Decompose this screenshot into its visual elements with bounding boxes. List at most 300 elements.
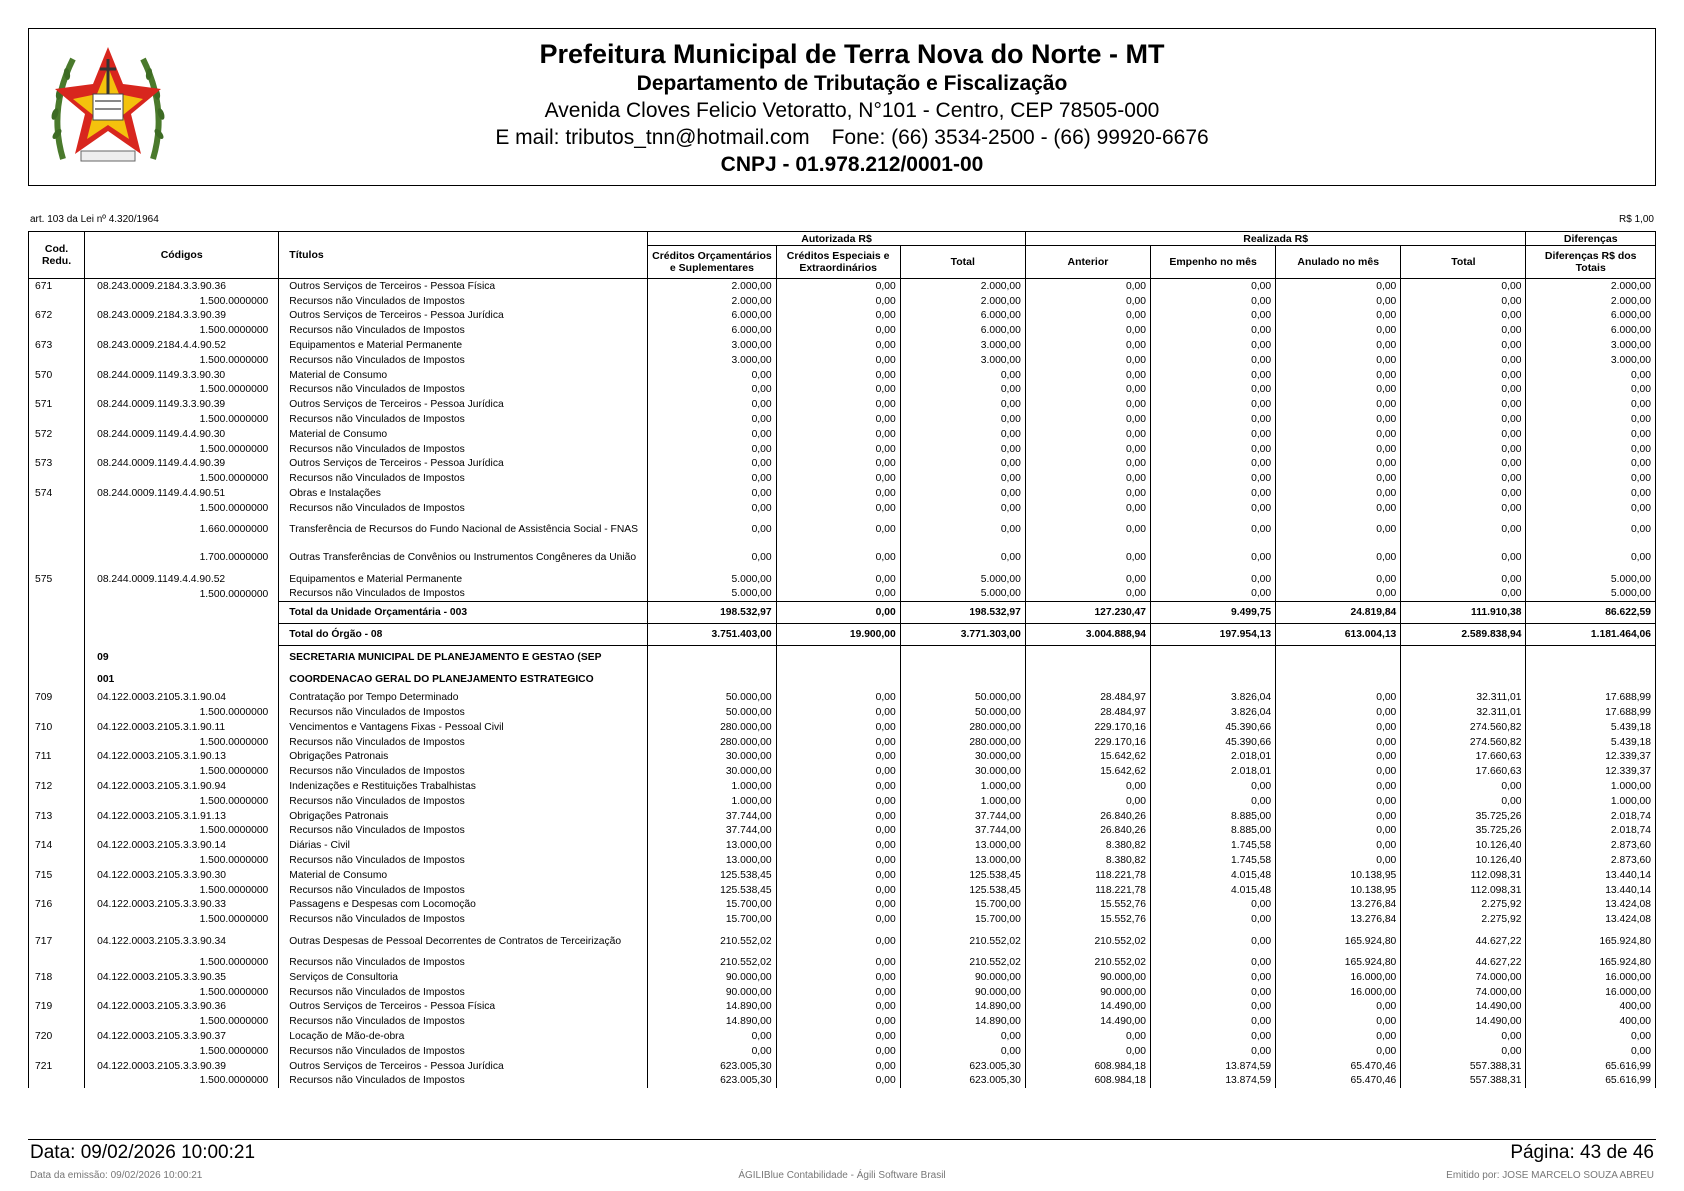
budget-credits-cell: 3.000,00	[648, 353, 776, 368]
cancelled-month-cell: 0,00	[1276, 383, 1401, 398]
difference-cell: 0,00	[1526, 457, 1656, 472]
title-cell: Recursos não Vinculados de Impostos	[279, 323, 648, 338]
realized-total-cell: 0,00	[1401, 516, 1526, 544]
committed-month-cell: 0,00	[1151, 955, 1276, 970]
title-cell: Contratação por Tempo Determinado	[279, 690, 648, 705]
previous-cell: 229.170,16	[1025, 735, 1150, 750]
title-cell: Recursos não Vinculados de Impostos	[279, 383, 648, 398]
cod-cell: 720	[29, 1029, 85, 1044]
previous-cell: 0,00	[1025, 544, 1150, 572]
realized-total-cell: 14.490,00	[1401, 999, 1526, 1014]
realized-total-cell: 32.311,01	[1401, 705, 1526, 720]
cod-cell: 672	[29, 309, 85, 324]
table-row	[29, 1073, 1656, 1088]
code-cell: 1.660.0000000	[85, 516, 279, 544]
title-cell: Outros Serviços de Terceiros - Pessoa Física	[279, 279, 648, 294]
previous-cell: 0,00	[1025, 368, 1150, 383]
table-row	[29, 985, 1656, 1000]
code-cell: 04.122.0003.2105.3.3.90.30	[85, 868, 279, 883]
realized-total-cell: 0,00	[1401, 572, 1526, 587]
difference-cell: 0,00	[1526, 1044, 1656, 1059]
cancelled-month-cell: 0,00	[1276, 705, 1401, 720]
authorized-total-cell: 0,00	[900, 397, 1025, 412]
authorized-total-cell	[900, 646, 1025, 669]
authorized-total-cell: 2.000,00	[900, 294, 1025, 309]
budget-credits-cell: 0,00	[648, 368, 776, 383]
special-credits-cell: 0,00	[776, 427, 900, 442]
code-cell: 04.122.0003.2105.3.3.90.35	[85, 970, 279, 985]
previous-cell: 0,00	[1025, 294, 1150, 309]
special-credits-cell: 0,00	[776, 985, 900, 1000]
municipality-title: Prefeitura Municipal de Terra Nova do Norte - MT	[539, 39, 1165, 69]
code-cell: 1.500.0000000	[85, 883, 279, 898]
title-cell: Total da Unidade Orçamentária - 003	[279, 602, 648, 624]
col-budget-credits: Créditos Orçamentários e Suplementares	[648, 246, 776, 279]
authorized-total-cell: 37.744,00	[900, 809, 1025, 824]
previous-cell: 8.380,82	[1025, 838, 1150, 853]
col-cancelled-month: Anulado no mês	[1276, 246, 1401, 279]
budget-credits-cell: 30.000,00	[648, 750, 776, 765]
special-credits-cell: 0,00	[776, 397, 900, 412]
authorized-total-cell: 125.538,45	[900, 883, 1025, 898]
difference-cell: 17.688,99	[1526, 690, 1656, 705]
cod-cell	[29, 1073, 85, 1088]
title-cell: Outros Serviços de Terceiros - Pessoa Física	[279, 999, 648, 1014]
title-cell: Recursos não Vinculados de Impostos	[279, 1044, 648, 1059]
committed-month-cell: 0,00	[1151, 383, 1276, 398]
authorized-total-cell: 198.532,97	[900, 602, 1025, 624]
committed-month-cell: 0,00	[1151, 912, 1276, 927]
committed-month-cell: 0,00	[1151, 572, 1276, 587]
difference-cell: 5.439,18	[1526, 720, 1656, 735]
authorized-total-cell: 0,00	[900, 457, 1025, 472]
realized-total-cell: 17.660,63	[1401, 764, 1526, 779]
title-cell: Recursos não Vinculados de Impostos	[279, 985, 648, 1000]
realized-total-cell: 0,00	[1401, 323, 1526, 338]
title-cell: Recursos não Vinculados de Impostos	[279, 412, 648, 427]
cancelled-month-cell: 0,00	[1276, 779, 1401, 794]
difference-cell: 2.018,74	[1526, 809, 1656, 824]
difference-cell: 2.000,00	[1526, 279, 1656, 294]
authorized-total-cell: 37.744,00	[900, 824, 1025, 839]
committed-month-cell: 0,00	[1151, 397, 1276, 412]
authorized-total-cell: 5.000,00	[900, 572, 1025, 587]
committed-month-cell: 0,00	[1151, 999, 1276, 1014]
special-credits-cell: 0,00	[776, 735, 900, 750]
realized-total-cell: 0,00	[1401, 779, 1526, 794]
code-cell	[85, 624, 279, 646]
committed-month-cell: 8.885,00	[1151, 809, 1276, 824]
table-row	[29, 397, 1656, 412]
cancelled-month-cell: 0,00	[1276, 735, 1401, 750]
budget-credits-cell: 125.538,45	[648, 868, 776, 883]
difference-cell: 0,00	[1526, 486, 1656, 501]
committed-month-cell: 0,00	[1151, 1044, 1276, 1059]
title-cell: Outros Serviços de Terceiros - Pessoa Jurídica	[279, 309, 648, 324]
title-cell: Recursos não Vinculados de Impostos	[279, 883, 648, 898]
committed-month-cell: 3.826,04	[1151, 690, 1276, 705]
committed-month-cell: 0,00	[1151, 279, 1276, 294]
authorized-total-cell: 13.000,00	[900, 838, 1025, 853]
code-cell: 08.244.0009.1149.4.4.90.39	[85, 457, 279, 472]
budget-credits-cell: 0,00	[648, 412, 776, 427]
difference-cell: 1.181.464,06	[1526, 624, 1656, 646]
report-date: Data: 09/02/2026 10:00:21	[30, 1142, 256, 1163]
table-row	[29, 1014, 1656, 1029]
cancelled-month-cell: 165.924,80	[1276, 955, 1401, 970]
realized-total-cell: 0,00	[1401, 471, 1526, 486]
budget-credits-cell: 3.000,00	[648, 338, 776, 353]
difference-cell: 400,00	[1526, 999, 1656, 1014]
code-cell: 04.122.0003.2105.3.1.90.11	[85, 720, 279, 735]
code-cell: 1.500.0000000	[85, 955, 279, 970]
realized-total-cell: 0,00	[1401, 1029, 1526, 1044]
previous-cell: 0,00	[1025, 779, 1150, 794]
budget-credits-cell: 210.552,02	[648, 955, 776, 970]
previous-cell: 0,00	[1025, 486, 1150, 501]
cancelled-month-cell: 0,00	[1276, 442, 1401, 457]
difference-cell: 12.339,37	[1526, 750, 1656, 765]
authorized-total-cell: 210.552,02	[900, 927, 1025, 955]
special-credits-cell: 0,00	[776, 544, 900, 572]
committed-month-cell: 0,00	[1151, 368, 1276, 383]
authorized-total-cell: 0,00	[900, 383, 1025, 398]
difference-cell: 0,00	[1526, 471, 1656, 486]
table-row	[29, 338, 1656, 353]
realized-total-cell: 0,00	[1401, 353, 1526, 368]
authorized-total-cell: 50.000,00	[900, 705, 1025, 720]
difference-cell: 0,00	[1526, 544, 1656, 572]
difference-cell: 1.000,00	[1526, 794, 1656, 809]
title-cell: Equipamentos e Material Permanente	[279, 338, 648, 353]
cod-cell	[29, 883, 85, 898]
code-cell: 1.500.0000000	[85, 471, 279, 486]
table-row	[29, 587, 1656, 602]
table-row	[29, 279, 1656, 294]
committed-month-cell: 0,00	[1151, 1014, 1276, 1029]
special-credits-cell: 0,00	[776, 824, 900, 839]
authorized-total-cell: 0,00	[900, 412, 1025, 427]
title-cell: Recursos não Vinculados de Impostos	[279, 735, 648, 750]
cod-cell	[29, 668, 85, 690]
realized-total-cell: 10.126,40	[1401, 853, 1526, 868]
title-cell: Transferência de Recursos do Fundo Nacional de Assistência Social - FNAS	[279, 516, 648, 544]
budget-credits-cell: 0,00	[648, 427, 776, 442]
currency-unit: R$ 1,00	[1618, 214, 1654, 225]
table-row	[29, 999, 1656, 1014]
budget-credits-cell: 125.538,45	[648, 883, 776, 898]
special-credits-cell: 0,00	[776, 368, 900, 383]
realized-total-cell: 0,00	[1401, 427, 1526, 442]
table-row	[29, 572, 1656, 587]
committed-month-cell: 0,00	[1151, 1029, 1276, 1044]
group-heading-row	[29, 668, 1656, 690]
budget-credits-cell: 14.890,00	[648, 999, 776, 1014]
special-credits-cell: 0,00	[776, 1029, 900, 1044]
previous-cell: 28.484,97	[1025, 690, 1150, 705]
difference-cell: 6.000,00	[1526, 323, 1656, 338]
title-cell: Recursos não Vinculados de Impostos	[279, 853, 648, 868]
committed-month-cell: 4.015,48	[1151, 868, 1276, 883]
realized-total-cell: 2.275,92	[1401, 898, 1526, 913]
previous-cell: 26.840,26	[1025, 809, 1150, 824]
committed-month-cell	[1151, 668, 1276, 690]
cod-cell: 574	[29, 486, 85, 501]
code-cell: 1.500.0000000	[85, 383, 279, 398]
difference-cell: 13.424,08	[1526, 912, 1656, 927]
difference-cell: 2.873,60	[1526, 853, 1656, 868]
budget-credits-cell: 623.005,30	[648, 1059, 776, 1074]
table-row	[29, 824, 1656, 839]
cod-cell: 572	[29, 427, 85, 442]
table-row	[29, 1044, 1656, 1059]
col-realized-total: Total	[1401, 246, 1526, 279]
code-cell: 1.500.0000000	[85, 294, 279, 309]
special-credits-cell: 0,00	[776, 970, 900, 985]
title-cell: Recursos não Vinculados de Impostos	[279, 471, 648, 486]
cancelled-month-cell: 0,00	[1276, 1029, 1401, 1044]
committed-month-cell: 197.954,13	[1151, 624, 1276, 646]
budget-credits-cell: 37.744,00	[648, 824, 776, 839]
cancelled-month-cell: 13.276,84	[1276, 912, 1401, 927]
previous-cell: 0,00	[1025, 572, 1150, 587]
committed-month-cell: 0,00	[1151, 338, 1276, 353]
committed-month-cell: 0,00	[1151, 486, 1276, 501]
special-credits-cell: 0,00	[776, 602, 900, 624]
special-credits-cell: 0,00	[776, 999, 900, 1014]
cod-cell	[29, 1014, 85, 1029]
cancelled-month-cell: 0,00	[1276, 279, 1401, 294]
previous-cell: 15.552,76	[1025, 898, 1150, 913]
committed-month-cell: 13.874,59	[1151, 1059, 1276, 1074]
authorized-total-cell	[900, 668, 1025, 690]
special-credits-cell: 19.900,00	[776, 624, 900, 646]
cod-cell	[29, 471, 85, 486]
table-row	[29, 750, 1656, 765]
col-titles: Títulos	[279, 232, 648, 279]
table-row	[29, 883, 1656, 898]
authorized-total-cell: 0,00	[900, 544, 1025, 572]
cancelled-month-cell: 65.470,46	[1276, 1073, 1401, 1088]
cancelled-month-cell: 0,00	[1276, 457, 1401, 472]
special-credits-cell	[776, 646, 900, 669]
title-cell: SECRETARIA MUNICIPAL DE PLANEJAMENTO E GESTAO (SEP	[279, 646, 648, 669]
special-credits-cell: 0,00	[776, 516, 900, 544]
code-cell: 04.122.0003.2105.3.3.90.14	[85, 838, 279, 853]
committed-month-cell: 0,00	[1151, 427, 1276, 442]
table-row	[29, 544, 1656, 572]
cod-cell	[29, 501, 85, 516]
special-credits-cell: 0,00	[776, 501, 900, 516]
committed-month-cell: 0,00	[1151, 323, 1276, 338]
title-cell: Recursos não Vinculados de Impostos	[279, 353, 648, 368]
special-credits-cell: 0,00	[776, 764, 900, 779]
committed-month-cell: 1.745,58	[1151, 853, 1276, 868]
realized-total-cell: 35.725,26	[1401, 809, 1526, 824]
cancelled-month-cell: 0,00	[1276, 471, 1401, 486]
authorized-total-cell: 13.000,00	[900, 853, 1025, 868]
cancelled-month-cell: 10.138,95	[1276, 868, 1401, 883]
cod-cell	[29, 602, 85, 624]
code-cell: 04.122.0003.2105.3.3.90.39	[85, 1059, 279, 1074]
cod-cell	[29, 735, 85, 750]
special-credits-cell: 0,00	[776, 323, 900, 338]
budget-credits-cell: 0,00	[648, 1029, 776, 1044]
col-differences: Diferenças R$ dos Totais	[1526, 246, 1656, 279]
budget-credits-cell: 0,00	[648, 442, 776, 457]
special-credits-cell: 0,00	[776, 294, 900, 309]
previous-cell: 15.642,62	[1025, 764, 1150, 779]
budget-credits-cell: 1.000,00	[648, 794, 776, 809]
cod-cell: 711	[29, 750, 85, 765]
code-cell: 1.500.0000000	[85, 412, 279, 427]
authorized-total-cell: 0,00	[900, 1044, 1025, 1059]
special-credits-cell: 0,00	[776, 279, 900, 294]
realized-total-cell: 0,00	[1401, 794, 1526, 809]
realized-total-cell: 112.098,31	[1401, 868, 1526, 883]
previous-cell: 14.490,00	[1025, 999, 1150, 1014]
difference-cell: 12.339,37	[1526, 764, 1656, 779]
document-header	[28, 28, 1656, 186]
cancelled-month-cell: 0,00	[1276, 690, 1401, 705]
realized-total-cell: 2.275,92	[1401, 912, 1526, 927]
col-special-credits: Créditos Especiais e Extraordinários	[776, 246, 900, 279]
committed-month-cell	[1151, 646, 1276, 669]
cancelled-month-cell: 65.470,46	[1276, 1059, 1401, 1074]
code-cell: 1.500.0000000	[85, 794, 279, 809]
table-row	[29, 764, 1656, 779]
software-credit: ÁGILIBlue Contabilidade - Ágili Software Brasil	[738, 1170, 946, 1181]
committed-month-cell: 0,00	[1151, 353, 1276, 368]
special-credits-cell	[776, 668, 900, 690]
realized-total-cell: 557.388,31	[1401, 1059, 1526, 1074]
realized-total-cell: 0,00	[1401, 397, 1526, 412]
previous-cell: 0,00	[1025, 587, 1150, 602]
budget-credits-cell: 5.000,00	[648, 572, 776, 587]
budget-execution-table	[28, 231, 1656, 1088]
authorized-total-cell: 0,00	[900, 1029, 1025, 1044]
budget-credits-cell: 0,00	[648, 457, 776, 472]
previous-cell: 229.170,16	[1025, 720, 1150, 735]
cancelled-month-cell: 0,00	[1276, 794, 1401, 809]
title-cell: Material de Consumo	[279, 868, 648, 883]
budget-credits-cell: 623.005,30	[648, 1073, 776, 1088]
title-cell: Indenizações e Restituições Trabalhistas	[279, 779, 648, 794]
difference-cell: 86.622,59	[1526, 602, 1656, 624]
realized-total-cell: 0,00	[1401, 383, 1526, 398]
authorized-total-cell: 50.000,00	[900, 690, 1025, 705]
special-credits-cell: 0,00	[776, 457, 900, 472]
table-row	[29, 442, 1656, 457]
title-cell: Outros Serviços de Terceiros - Pessoa Jurídica	[279, 457, 648, 472]
budget-credits-cell: 90.000,00	[648, 970, 776, 985]
special-credits-cell: 0,00	[776, 690, 900, 705]
cancelled-month-cell: 16.000,00	[1276, 970, 1401, 985]
difference-cell	[1526, 668, 1656, 690]
cancelled-month-cell: 0,00	[1276, 544, 1401, 572]
previous-cell: 0,00	[1025, 471, 1150, 486]
committed-month-cell: 0,00	[1151, 779, 1276, 794]
cancelled-month-cell: 0,00	[1276, 486, 1401, 501]
cod-cell	[29, 587, 85, 602]
table-row	[29, 705, 1656, 720]
difference-cell: 2.000,00	[1526, 294, 1656, 309]
table-row	[29, 457, 1656, 472]
table-row	[29, 868, 1656, 883]
cod-cell: 715	[29, 868, 85, 883]
difference-cell: 165.924,80	[1526, 955, 1656, 970]
authorized-total-cell: 2.000,00	[900, 279, 1025, 294]
previous-cell: 0,00	[1025, 309, 1150, 324]
committed-month-cell: 0,00	[1151, 927, 1276, 955]
cod-cell: 714	[29, 838, 85, 853]
cod-cell: 712	[29, 779, 85, 794]
code-cell	[85, 602, 279, 624]
table-row	[29, 486, 1656, 501]
code-cell: 1.700.0000000	[85, 544, 279, 572]
previous-cell: 0,00	[1025, 457, 1150, 472]
phone: Fone: (66) 3534-2500 - (66) 99920-6676	[831, 126, 1209, 149]
title-cell: Recursos não Vinculados de Impostos	[279, 705, 648, 720]
cod-cell: 673	[29, 338, 85, 353]
authorized-total-cell: 0,00	[900, 486, 1025, 501]
authorized-total-cell: 280.000,00	[900, 720, 1025, 735]
cod-cell	[29, 383, 85, 398]
cancelled-month-cell: 0,00	[1276, 412, 1401, 427]
cancelled-month-cell: 0,00	[1276, 427, 1401, 442]
previous-cell: 15.552,76	[1025, 912, 1150, 927]
code-cell: 08.244.0009.1149.3.3.90.39	[85, 397, 279, 412]
authorized-total-cell: 30.000,00	[900, 764, 1025, 779]
col-previous: Anterior	[1025, 246, 1150, 279]
special-credits-cell: 0,00	[776, 338, 900, 353]
authorized-total-cell: 15.700,00	[900, 912, 1025, 927]
committed-month-cell: 0,00	[1151, 294, 1276, 309]
budget-credits-cell: 37.744,00	[648, 809, 776, 824]
difference-cell: 1.000,00	[1526, 779, 1656, 794]
table-row	[29, 970, 1656, 985]
difference-cell: 5.439,18	[1526, 735, 1656, 750]
cod-cell	[29, 853, 85, 868]
authorized-total-cell: 3.771.303,00	[900, 624, 1025, 646]
code-cell: 1.500.0000000	[85, 705, 279, 720]
title-cell: Total do Órgão - 08	[279, 624, 648, 646]
special-credits-cell: 0,00	[776, 1044, 900, 1059]
realized-total-cell: 10.126,40	[1401, 838, 1526, 853]
code-cell: 08.243.0009.2184.3.3.90.39	[85, 309, 279, 324]
difference-cell: 16.000,00	[1526, 970, 1656, 985]
cancelled-month-cell: 613.004,13	[1276, 624, 1401, 646]
title-cell: Outros Serviços de Terceiros - Pessoa Jurídica	[279, 397, 648, 412]
cod-cell	[29, 323, 85, 338]
budget-credits-cell: 13.000,00	[648, 838, 776, 853]
special-credits-cell: 0,00	[776, 353, 900, 368]
difference-cell: 3.000,00	[1526, 338, 1656, 353]
authorized-total-cell: 14.890,00	[900, 999, 1025, 1014]
code-cell: 08.243.0009.2184.3.3.90.36	[85, 279, 279, 294]
authorized-total-cell: 623.005,30	[900, 1073, 1025, 1088]
previous-cell: 608.984,18	[1025, 1059, 1150, 1074]
committed-month-cell: 2.018,01	[1151, 750, 1276, 765]
realized-total-cell: 0,00	[1401, 501, 1526, 516]
address: Avenida Cloves Felicio Vetoratto, N°101 - Centro, CEP 78505-000	[544, 99, 1160, 122]
special-credits-cell: 0,00	[776, 750, 900, 765]
code-cell: 1.500.0000000	[85, 985, 279, 1000]
col-cod: Cod. Redu.	[29, 232, 85, 279]
code-cell: 1.500.0000000	[85, 1073, 279, 1088]
difference-cell: 2.018,74	[1526, 824, 1656, 839]
realized-total-cell: 44.627,22	[1401, 955, 1526, 970]
